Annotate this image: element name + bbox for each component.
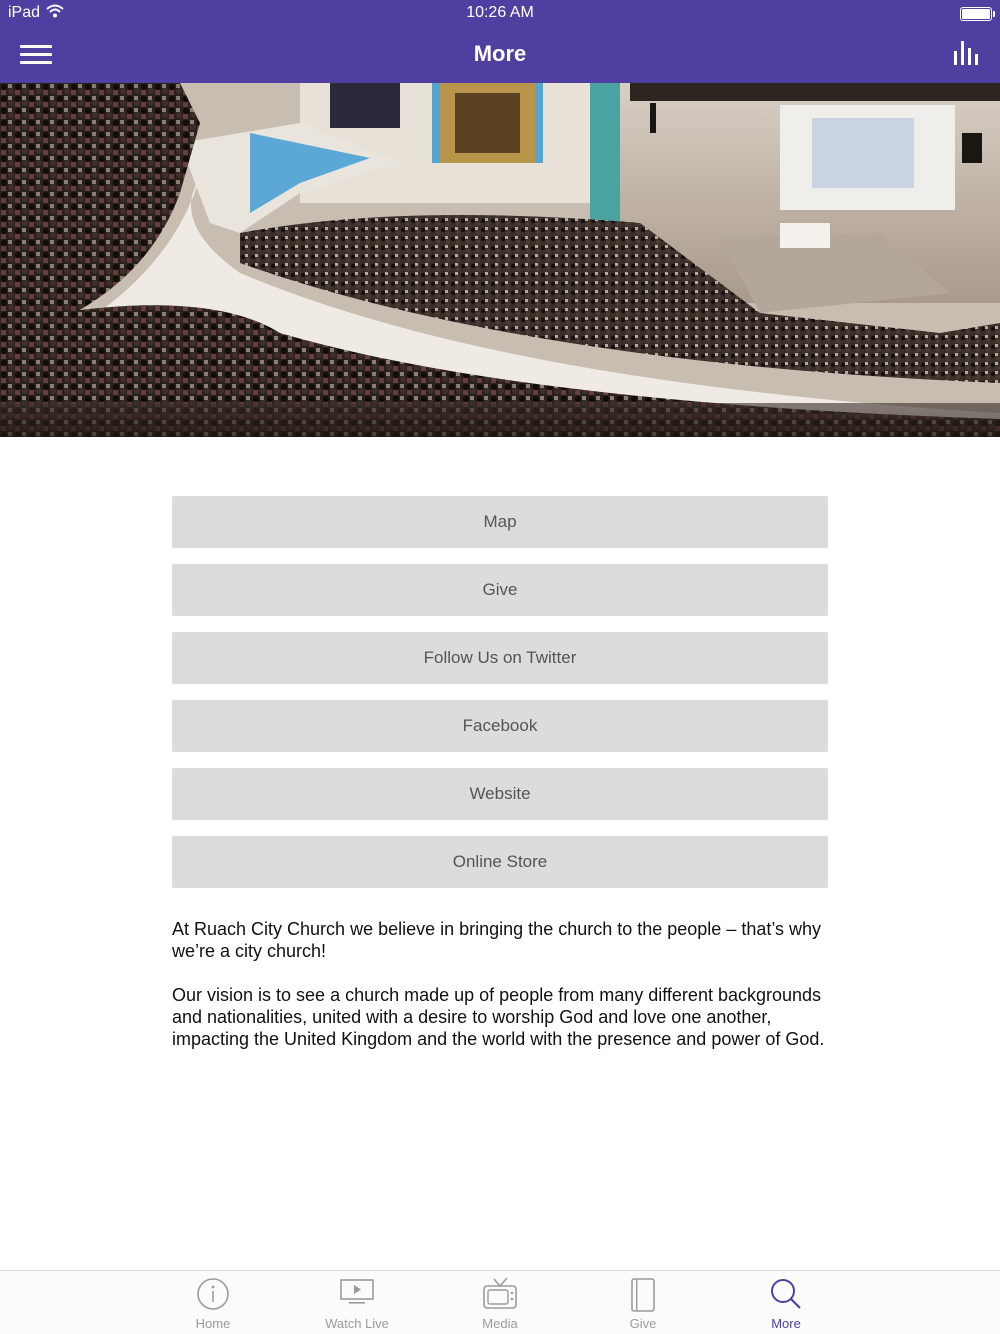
- tab-home-label: Home: [195, 1316, 231, 1331]
- tab-watch-live-label: Watch Live: [325, 1316, 389, 1331]
- description-paragraph-2: Our vision is to see a church made up of people from many different backgrounds and nationalities, united with a desire to worship God and love one another, impacting the United Kingdom and the world with the presence and power of God.: [172, 985, 825, 1049]
- map-button[interactable]: Map: [172, 496, 828, 548]
- page-title: More: [473, 41, 527, 66]
- tab-media[interactable]: [430, 1271, 570, 1334]
- tab-more-label: More: [771, 1316, 801, 1331]
- twitter-button[interactable]: Follow Us on Twitter: [172, 632, 828, 684]
- search-icon: [769, 1277, 803, 1311]
- tab-more[interactable]: [716, 1271, 856, 1334]
- tv-icon: [482, 1277, 518, 1311]
- play-screen-icon: [339, 1277, 375, 1307]
- top-bar: [0, 0, 1000, 83]
- tab-home[interactable]: [143, 1271, 283, 1334]
- bar-chart-icon[interactable]: [952, 39, 980, 67]
- church-auditorium-image: [0, 83, 1000, 437]
- status-time: 10:26 AM: [466, 4, 534, 21]
- info-icon: [196, 1277, 230, 1311]
- device-name: iPad: [8, 4, 41, 21]
- nav-bar: [0, 28, 1000, 83]
- book-icon: [629, 1277, 657, 1313]
- tab-media-label: Media: [482, 1316, 518, 1331]
- facebook-button[interactable]: Facebook: [172, 700, 828, 752]
- give-button[interactable]: Give: [172, 564, 828, 616]
- church-description: [172, 918, 832, 1072]
- tab-give-label: Give: [629, 1316, 657, 1331]
- link-buttons: [172, 496, 828, 904]
- website-button[interactable]: Website: [172, 768, 828, 820]
- status-bar: [0, 0, 1000, 28]
- battery-icon: [960, 7, 992, 21]
- online-store-button[interactable]: Online Store: [172, 836, 828, 888]
- tab-bar: [0, 1270, 1000, 1334]
- tab-give[interactable]: [573, 1271, 713, 1334]
- description-paragraph-1: At Ruach City Church we believe in bringing the church to the people – that’s why we’re a city church!: [172, 919, 822, 961]
- tab-watch-live[interactable]: [287, 1271, 427, 1334]
